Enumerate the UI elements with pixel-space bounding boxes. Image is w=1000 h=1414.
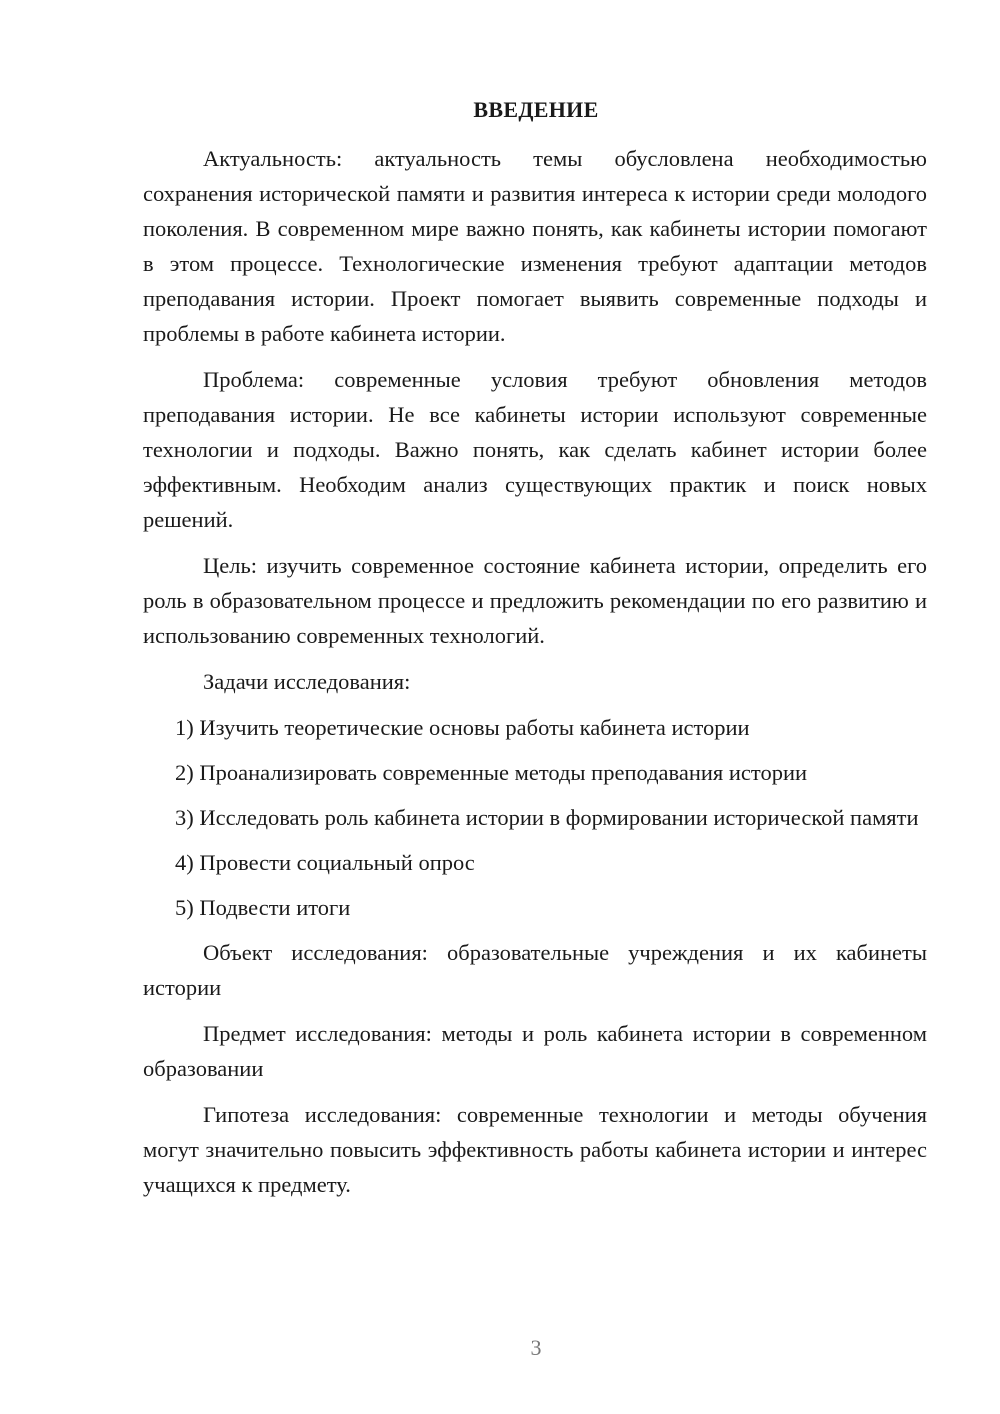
problem-paragraph: Проблема: современные условия требуют обновления методов преподавания истории. Не все кабинеты истории используют современные технологии и подходы. Важно понять, как сделать кабинет истории более эффективным. Необходим анализ существующих практик и поиск новых решений. (143, 367, 927, 532)
task-item: 4) Провести социальный опрос (175, 850, 475, 875)
object-paragraph: Объект исследования: образовательные учреждения и их кабинеты истории (143, 940, 927, 1000)
goal-paragraph: Цель: изучить современное состояние кабинета истории, определить его роль в образовательном процессе и предложить рекомендации по его развитию и использованию современных технологий. (143, 553, 927, 648)
relevance-paragraph: Актуальность: актуальность темы обусловлена необходимостью сохранения исторической памяти и развития интереса к истории среди молодого поколения. В современном мире важно понять, как кабинеты истории помогают в этом процессе. Технологические изменения требуют адаптации методов преподавания истории. Проект помогает выявить современные подходы и проблемы в работе кабинета истории. (143, 146, 927, 346)
tasks-heading: Задачи исследования: (203, 669, 411, 694)
document-body (143, 141, 927, 1213)
page-title: ВВЕДЕНИЕ (473, 97, 599, 122)
page-number: 3 (530, 1335, 542, 1360)
task-item: 3) Исследовать роль кабинета истории в формировании исторической памяти (175, 805, 919, 830)
task-item: 2) Проанализировать современные методы преподавания истории (175, 760, 808, 785)
hypothesis-paragraph: Гипотеза исследования: современные технологии и методы обучения могут значительно повысить эффективность работы кабинета истории и интерес учащихся к предмету. (143, 1102, 927, 1197)
subject-paragraph: Предмет исследования: методы и роль кабинета истории в современном образовании (143, 1021, 927, 1081)
task-item: 5) Подвести итоги (175, 895, 351, 920)
task-item: 1) Изучить теоретические основы работы кабинета истории (175, 715, 750, 740)
tasks-list (143, 710, 927, 925)
